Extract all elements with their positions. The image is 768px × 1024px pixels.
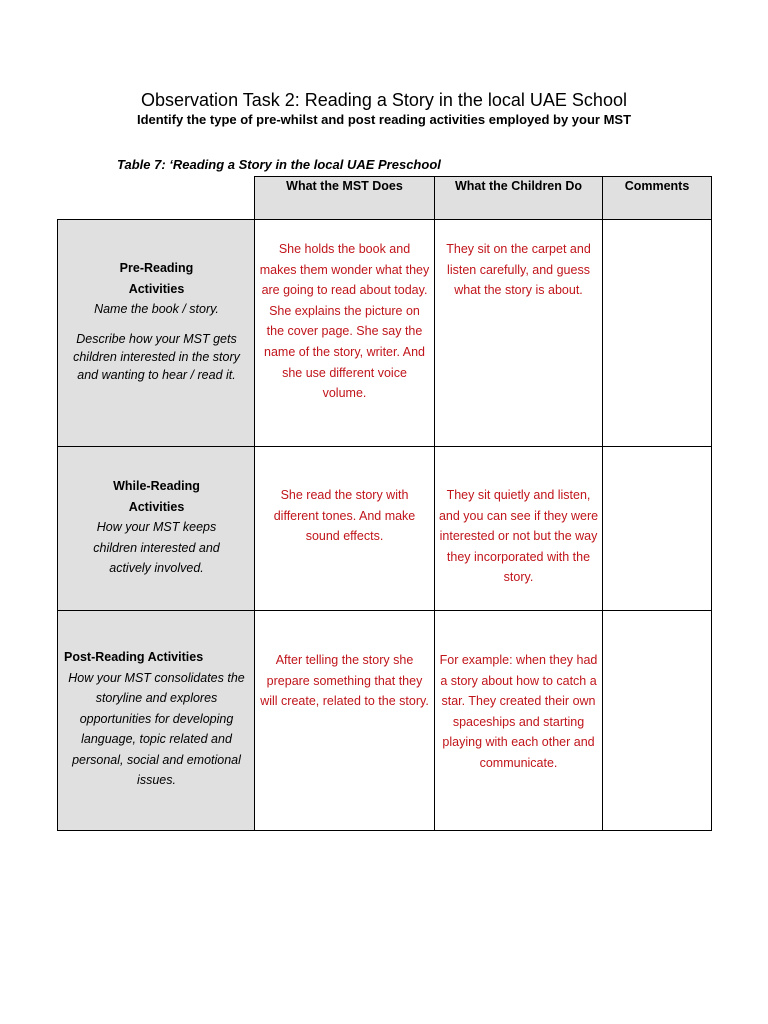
column-header-children: What the Children Do bbox=[454, 179, 583, 193]
row-label-post-reading bbox=[62, 647, 251, 791]
children-do-while-reading: They sit quietly and listen, and you can see if they were interested or not but the way they incorporated with the story. bbox=[438, 488, 599, 585]
mst-does-post-reading: After telling the story she prepare something that they will create, related to the story. bbox=[260, 653, 429, 709]
table-row-divider bbox=[57, 610, 712, 611]
mst-does-while-reading: She read the story with different tones. And make sound effects. bbox=[273, 488, 416, 544]
row-prompt-detail: Describe how your MST gets children interested in the story and wanting to hear / read it. bbox=[73, 331, 240, 382]
row-title-line1: Pre-Reading bbox=[119, 261, 194, 275]
row-label-while-reading bbox=[62, 476, 251, 579]
table-border-bottom bbox=[57, 830, 712, 831]
table-row-divider bbox=[57, 446, 712, 447]
row-title-line1: While-Reading bbox=[113, 479, 200, 493]
column-header-comments: Comments bbox=[624, 179, 690, 193]
comments-while-reading bbox=[603, 446, 711, 610]
column-header-mst: What the MST Does bbox=[286, 179, 403, 193]
row-title-line1: Post-Reading Activities bbox=[64, 650, 204, 664]
page-subtitle: Identify the type of pre-whilst and post reading activities employed by your MST bbox=[136, 112, 632, 127]
table-border-right bbox=[711, 176, 712, 831]
row-prompt: How your MST keeps children interested and actively involved. bbox=[93, 520, 220, 575]
children-do-pre-reading: They sit on the carpet and listen carefully, and guess what the story is about. bbox=[446, 242, 591, 298]
table-caption: Table 7: ‘Reading a Story in the local UAE Preschool bbox=[117, 157, 441, 172]
row-prompt: How your MST consolidates the storyline and explores opportunities for developing language, topic related and personal, social and emotional issues. bbox=[68, 670, 245, 787]
table-border-top bbox=[254, 176, 712, 177]
table-border-header-bottom bbox=[57, 219, 712, 220]
row-label-pre-reading bbox=[62, 258, 251, 384]
row-title-line2: Activities bbox=[128, 499, 185, 514]
table-column-divider bbox=[434, 176, 435, 831]
comments-pre-reading bbox=[603, 220, 711, 446]
mst-does-pre-reading: She holds the book and makes them wonder what they are going to read about today. She explains the picture on the cover page. She say the name of the story, writer. And she use different voice volume. bbox=[259, 242, 430, 401]
table-border-left bbox=[57, 219, 58, 831]
page-title: Observation Task 2: Reading a Story in the local UAE School bbox=[141, 90, 627, 110]
comments-post-reading bbox=[603, 610, 711, 830]
table-column-divider bbox=[254, 176, 255, 831]
table-column-divider bbox=[602, 176, 603, 831]
row-title-line2: Activities bbox=[128, 281, 185, 296]
row-prompt: Name the book / story. bbox=[94, 302, 219, 316]
children-do-post-reading: For example: when they had a story about how to catch a star. They created their own spaceships and starting playing with each other and communicate. bbox=[439, 653, 598, 770]
